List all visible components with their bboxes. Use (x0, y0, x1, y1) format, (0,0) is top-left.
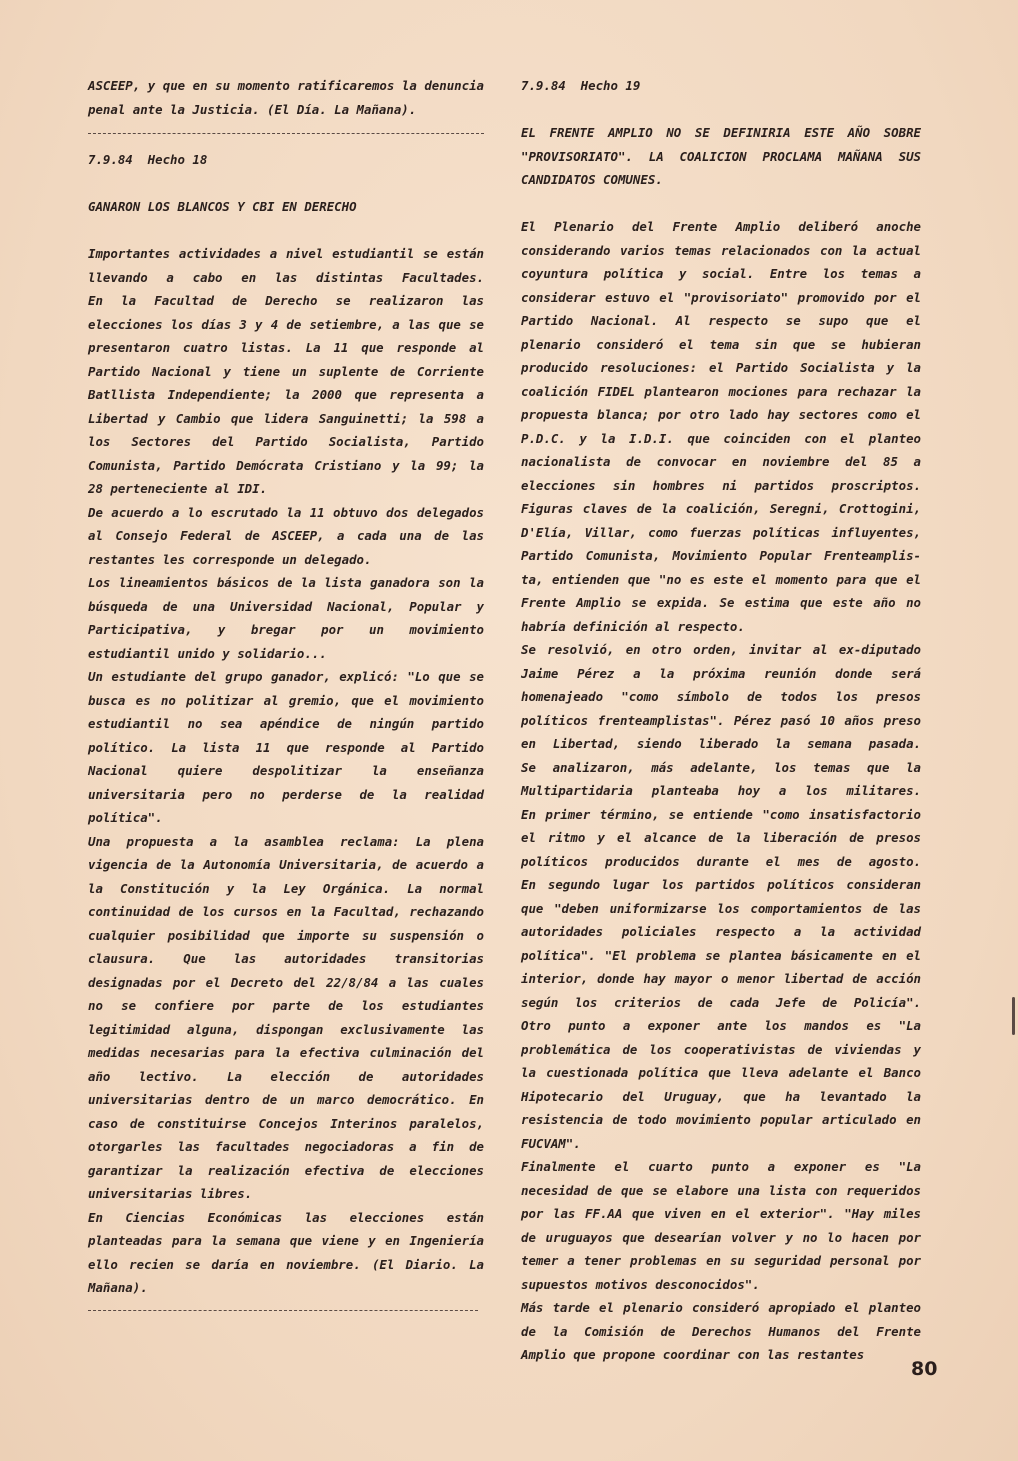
text-line: problemática de los cooperativistas de viviendas y (521, 1041, 921, 1057)
article-body (88, 242, 484, 1300)
text-line: interior, donde hay mayor o menor libertad de acción (521, 971, 921, 986)
text-line: de uruguayos que desearían volver y no lo hacen por (521, 1229, 921, 1245)
text-line: estudiantil unido y solidario... (88, 645, 327, 661)
margin-mark (1012, 997, 1015, 1035)
text-line: Un estudiante del grupo ganador, explicó: "Lo que se (88, 669, 484, 684)
text-line: Frente Amplio se expida. Se estima que este año no (521, 595, 921, 610)
text-line: universitaria pero no perderse de la realidad (88, 786, 484, 802)
dashed-separator (88, 133, 484, 134)
text-line: penal ante la Justicia. (El Día. La Mañana). (88, 101, 417, 117)
text-line: 28 perteneciente al IDI. (88, 481, 268, 496)
text-line: políticos producidos durante el mes de agosto. (521, 853, 921, 869)
title-line: EL FRENTE AMPLIO NO SE DEFINIRIA ESTE AÑO SOBRE (521, 125, 921, 140)
left-column (88, 74, 484, 1325)
text-line: ta, entienden que "no es este el momento para que el (521, 571, 921, 587)
right-column (521, 74, 921, 1367)
text-line: temer a tener problemas en su seguridad personal por (521, 1253, 921, 1268)
text-line: necesidad de que se elabore una lista con requeridos (521, 1182, 921, 1198)
text-line: que "deben uniformizarse los comportamientos de las (521, 900, 921, 916)
text-line: coyuntura política y social. Entre los temas a (521, 266, 921, 281)
text-line: al Consejo Federal de ASCEEP, a cada una de las (88, 528, 484, 543)
text-line: Una propuesta a la asamblea reclama: La plena (88, 833, 484, 849)
text-line: el ritmo y el alcance de la liberación de presos (521, 830, 921, 845)
text-line: estudiantil no sea apéndice de ningún partido (88, 716, 484, 731)
text-line: en Libertad, siendo liberado la semana pasada. (521, 736, 921, 751)
text-line: Partido Nacional y tiene un suplente de Corriente (88, 363, 484, 379)
page-number: 80 (911, 1358, 938, 1380)
text-line: de la Comisión de Derechos Humanos del Frente (521, 1323, 921, 1339)
text-line: supuestos motivos desconocidos". (521, 1276, 760, 1292)
text-line: Se analizaron, más adelante, los temas que la (521, 759, 921, 775)
text-line: Multipartidaria planteaba hoy a los militares. (521, 783, 921, 798)
text-line: autoridades policiales respecto a la actividad (521, 924, 921, 939)
text-line: habría definición al respecto. (521, 618, 745, 634)
text-line: FUCVAM". (521, 1135, 581, 1151)
text-line: designadas por el Decreto del 22/8/84 a las cuales (88, 974, 484, 990)
text-line: universitarias dentro de un marco democrático. En (88, 1092, 484, 1107)
text-line: clausura. Que las autoridades transitorias (88, 951, 484, 966)
text-line: En la Facultad de Derecho se realizaron las (88, 293, 484, 308)
text-line: Amplio que propone coordinar con las restantes (521, 1347, 865, 1362)
text-line: medidas necesarias para la efectiva culminación del (88, 1045, 484, 1060)
text-line: vigencia de la Autonomía Universitaria, de acuerdo a (88, 857, 484, 872)
text-line: D'Elía, Villar, como fuerzas políticas influyentes, (521, 524, 921, 540)
text-line: legitimidad alguna, dispongan exclusivamente las (88, 1021, 484, 1037)
text-line: políticos frenteamplistas". Pérez pasó 10 años preso (521, 712, 921, 728)
text-line: otorgarles las facultades negociadoras a fin de (88, 1139, 484, 1154)
text-line: caso de constituirse Concejos Interinos paralelos, (88, 1115, 484, 1131)
text-line: no se confiere por parte de los estudiantes (88, 998, 484, 1013)
text-line: según los criterios de cada Jefe de Policía". (521, 994, 921, 1010)
dashed-separator-bottom (88, 1310, 478, 1311)
text-line: Partido Nacional. Al respecto se supo que el (521, 313, 921, 328)
article-title: GANARON LOS BLANCOS Y CBI EN DERECHO (88, 199, 357, 214)
text-line: Comunista, Partido Demócrata Cristiano y la 99; la (88, 457, 484, 473)
text-line: Libertad y Cambio que lidera Sanguinetti; la 598 a (88, 410, 484, 426)
text-line: presentaron cuatro listas. La 11 que responde al (88, 340, 484, 355)
text-line: llevando a cabo en las distintas Facultades. (88, 269, 484, 285)
text-line: En segundo lugar los partidos políticos consideran (521, 877, 921, 892)
title-line: CANDIDATOS COMUNES. (521, 172, 663, 187)
text-line: homenajeado "como símbolo de todos los presos (521, 689, 921, 704)
article-title-block (521, 121, 921, 192)
text-line: política". (88, 810, 163, 825)
text-line: Otro punto a exponer ante los mandos es "La (521, 1018, 921, 1033)
text-line: Jaime Pérez a la próxima reunión donde será (521, 665, 921, 681)
text-line: restantes les corresponde un delegado. (88, 551, 372, 567)
text-line: política". "El problema se plantea básicamente en el (521, 947, 921, 963)
text-line: producido resoluciones: el Partido Socialista y la (521, 360, 921, 375)
spacer (88, 219, 484, 243)
text-line: Finalmente el cuarto punto a exponer es "La (521, 1159, 921, 1174)
text-line: ello recien se daría en noviembre. (El Diario. La (88, 1256, 484, 1272)
text-line: los Sectores del Partido Socialista, Partido (88, 434, 484, 449)
text-line: En primer término, se entiende "como insatisfactorio (521, 806, 921, 822)
text-line: búsqueda de una Universidad Nacional, Popular y (88, 598, 484, 614)
text-line: Importantes actividades a nivel estudiantil se están (88, 246, 484, 261)
left-intro-block (88, 74, 484, 121)
text-line: Partido Comunista, Movimiento Popular Frenteamplis- (521, 548, 921, 563)
text-line: Los lineamientos básicos de la lista ganadora son la (88, 575, 484, 590)
text-line: la cuestionada política que lleva adelante el Banco (521, 1065, 921, 1080)
text-line: Se resolvió, en otro orden, invitar al ex-diputado (521, 642, 921, 657)
text-line: universitarias libres. (88, 1186, 253, 1201)
spacer (88, 172, 484, 196)
text-line: cualquier posibilidad que importe su suspensión o (88, 927, 484, 943)
text-line: resistencia de todo movimiento popular articulado en (521, 1112, 921, 1127)
text-line: Más tarde el plenario consideró apropiado el planteo (521, 1300, 921, 1315)
text-line: elecciones sin hombres ni partidos proscriptos. (521, 477, 921, 493)
date-heading: 7.9.84 Hecho 19 (521, 78, 641, 93)
text-line: la Constitución y la Ley Orgánica. La normal (88, 880, 484, 896)
text-line: por las FF.AA que viven en el exterior". "Hay miles (521, 1206, 921, 1221)
text-line: año lectivo. La elección de autoridades (88, 1068, 484, 1084)
spacer (521, 98, 921, 122)
text-line: Batllista Independiente; la 2000 que representa a (88, 387, 484, 402)
title-line: "PROVISORIATO". LA COALICION PROCLAMA MAÑANA SUS (521, 148, 921, 164)
article-body (521, 215, 921, 1367)
text-line: Figuras claves de la coalición, Seregni, Crottogini, (521, 501, 921, 516)
text-line: busca es no politizar al gremio, que el movimiento (88, 692, 484, 708)
text-line: En Ciencias Económicas las elecciones están (88, 1209, 484, 1225)
text-line: planteadas para la semana que viene y en Ingeniería (88, 1233, 484, 1248)
text-line: Mañana). (88, 1280, 148, 1295)
text-line: De acuerdo a lo escrutado la 11 obtuvo dos delegados (88, 504, 484, 520)
text-line: coalición FIDEL plantearon mociones para rechazar la (521, 383, 921, 399)
text-line: nacionalista de convocar en noviembre del 85 a (521, 454, 921, 469)
text-line: ASCEEP, y que en su momento ratificaremos la denuncia (88, 78, 484, 93)
text-line: Participativa, y bregar por un movimiento (88, 622, 484, 637)
text-line: El Plenario del Frente Amplio deliberó anoche (521, 219, 921, 234)
spacer (521, 192, 921, 216)
text-line: Nacional quiere despolitizar la enseñanza (88, 763, 484, 778)
text-line: plenario consideró el tema sin que se hubieran (521, 336, 921, 352)
text-line: P.D.C. y la I.D.I. que coinciden con el planteo (521, 430, 921, 446)
text-line: elecciones los días 3 y 4 de setiembre, a las que se (88, 316, 484, 332)
text-line: continuidad de los cursos en la Facultad, rechazando (88, 904, 484, 919)
text-line: considerando varios temas relacionados con la actual (521, 242, 921, 258)
text-line: garantizar la realización efectiva de elecciones (88, 1162, 484, 1178)
date-heading: 7.9.84 Hecho 18 (88, 152, 208, 167)
text-line: propuesta blanca; por otro lado hay sectores como el (521, 407, 921, 422)
text-line: político. La lista 11 que responde al Partido (88, 739, 484, 755)
text-line: Hipotecario del Uruguay, que ha levantado la (521, 1088, 921, 1104)
text-line: considerar estuvo el "provisoriato" promovido por el (521, 289, 921, 305)
